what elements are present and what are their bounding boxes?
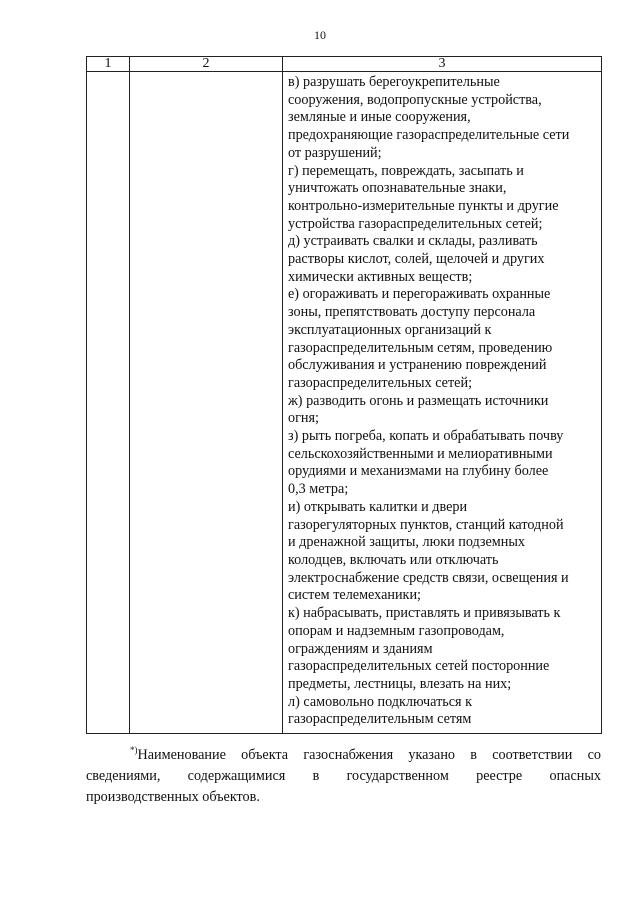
table-cell-col3 [283, 72, 602, 734]
text-line: з) рыть погреба, копать и обрабатывать почву [288, 428, 564, 445]
text-line: предметы, лестницы, влезать на них; [288, 675, 512, 692]
text-line: зоны, препятствовать доступу персонала [288, 304, 536, 321]
text-line: колодцев, включать или отключать [288, 551, 499, 568]
text-line: л) самовольно подключаться к [288, 693, 473, 710]
text-line: сельскохозяйственными и мелиоративными [288, 445, 553, 462]
text-line: орудиями и механизмами на глубину более [288, 463, 549, 480]
page-number: 10 [314, 28, 326, 42]
table-cell-col2 [130, 72, 283, 734]
text-line: огня; [288, 410, 319, 427]
footnote-line-3: производственных объектов. [86, 789, 260, 805]
text-line: газораспределительным сетям, проведению [288, 339, 553, 356]
text-line: эксплуатационных организаций к [288, 321, 492, 338]
text-line: сооружения, водопропускные устройства, [288, 91, 542, 108]
table-row [87, 72, 602, 734]
text-line: и дренажной защиты, люки подземных [288, 534, 525, 551]
column-header-3: 3 [283, 57, 602, 72]
text-line: химически активных веществ; [288, 268, 473, 285]
text-line: опорам и надземным газопроводам, [288, 622, 505, 639]
document-table [86, 56, 602, 734]
text-line: устройства газораспределительных сетей; [288, 215, 543, 232]
footnote-line-2: сведениями, содержащимися в государственном реестре опасных [86, 768, 601, 784]
text-line: ж) разводить огонь и размещать источники [288, 392, 549, 409]
text-line: е) огораживать и перегораживать охранные [288, 286, 551, 303]
text-line: земляные и иные сооружения, [288, 109, 471, 126]
table-cell-col1 [87, 72, 130, 734]
text-line: предохраняющие газораспределительные сети [288, 127, 570, 144]
text-line: в) разрушать берегоукрепительные [288, 74, 500, 90]
text-line: газораспределительным сетям [288, 711, 472, 728]
text-line: ограждениям и зданиям [288, 640, 433, 657]
footnote [86, 740, 601, 808]
text-line: к) набрасывать, приставлять и привязывать к [288, 605, 561, 622]
column-header-2: 2 [130, 57, 283, 72]
text-line: систем телемеханики; [288, 587, 421, 604]
text-line: и) открывать калитки и двери [288, 498, 468, 515]
table-header-row [87, 57, 602, 72]
text-line: 0,3 метра; [288, 481, 349, 498]
text-line: от разрушений; [288, 144, 382, 161]
footnote-line-1 [86, 740, 601, 766]
text-line: газорегуляторных пунктов, станций катодной [288, 516, 564, 533]
text-line: контрольно-измерительные пункты и другие [288, 197, 559, 214]
footnote-marker: *) [130, 745, 138, 755]
text-line: д) устраивать свалки и склады, разливать [288, 233, 538, 250]
text-line: обслуживания и устранению повреждений [288, 357, 547, 374]
text-line: растворы кислот, солей, щелочей и других [288, 251, 545, 268]
text-line: уничтожать опознавательные знаки, [288, 180, 507, 197]
footnote-text: Наименование объекта газоснабжения указано в соответствии со [137, 747, 601, 763]
text-line: г) перемещать, повреждать, засыпать и [288, 162, 524, 179]
text-line: газораспределительных сетей посторонние [288, 658, 550, 675]
text-line: газораспределительных сетей; [288, 374, 473, 391]
column-header-1: 1 [87, 57, 130, 72]
text-line: электроснабжение средств связи, освещения и [288, 569, 569, 586]
